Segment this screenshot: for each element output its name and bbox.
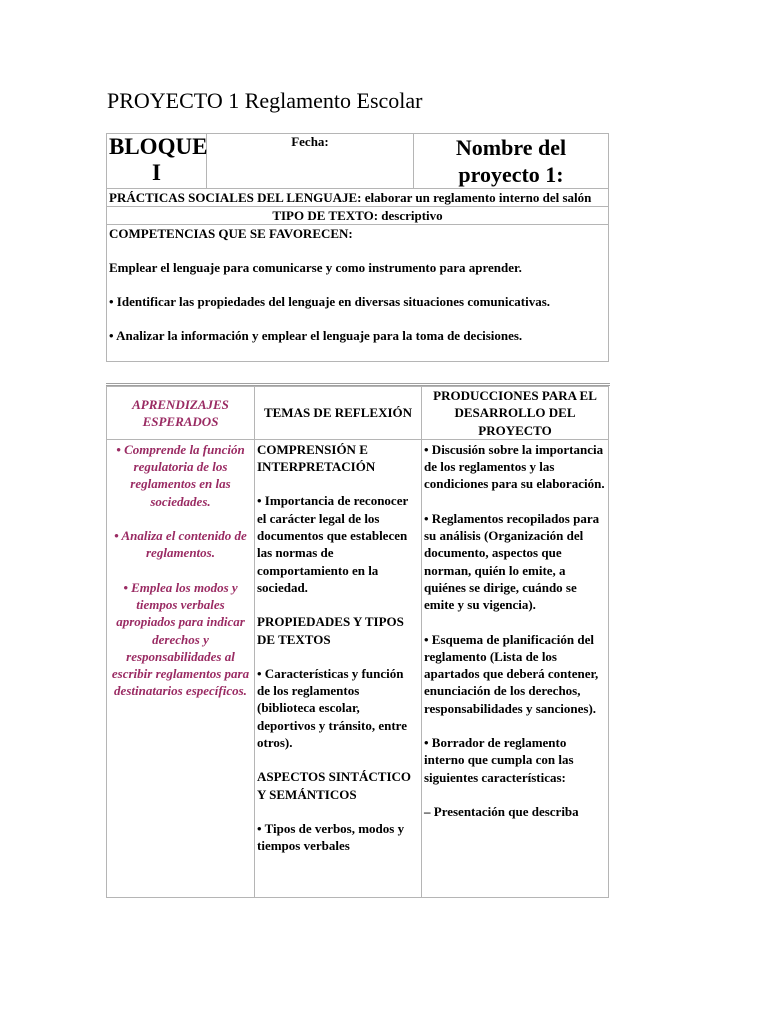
temas-header: TEMAS DE REFLEXIÓN: [255, 387, 422, 440]
competencias-title: COMPETENCIAS QUE SE FAVORECEN:: [109, 226, 353, 241]
header-table: [106, 133, 609, 362]
competencia-item: Emplear el lenguaje para comunicarse y como instrumento para aprender.: [109, 260, 522, 275]
aprendizaje-item: • Emplea los modos y tiempos verbales apropiados para indicar derechos y responsabilidades al escribir reglamentos para destinatarios específicos.: [111, 579, 250, 699]
tipo-de-texto: TIPO DE TEXTO: descriptivo: [107, 207, 609, 225]
content-table: [106, 386, 609, 898]
practicas-sociales: PRÁCTICAS SOCIALES DEL LENGUAJE: elaborar un reglamento interno del salón: [107, 189, 609, 207]
produccion-item: – Presentación que describa: [424, 803, 579, 819]
tema-heading: ASPECTOS SINTÁCTICO Y SEMÁNTICOS: [257, 769, 412, 802]
competencia-item: • Identificar las propiedades del lenguaje en diversas situaciones comunicativas.: [109, 294, 551, 309]
tema-heading: COMPRENSIÓN E INTERPRETACIÓN: [257, 441, 376, 475]
aprendizajes-column: [107, 439, 255, 897]
aprendizaje-item: • Comprende la función regulatoria de los reglamentos en las sociedades.: [116, 441, 245, 509]
page-title: PROYECTO 1 Reglamento Escolar: [107, 88, 423, 113]
aprendizaje-item: • Analiza el contenido de reglamentos.: [114, 528, 247, 561]
bloque-cell: BLOQUE I: [107, 134, 207, 189]
producciones-column: [422, 439, 609, 897]
competencias-cell: [107, 225, 609, 362]
fecha-label: Fecha:: [207, 134, 414, 189]
producciones-header: PRODUCCIONES PARA EL DESARROLLO DEL PROYECTO: [422, 387, 609, 440]
tema-item: • Importancia de reconocer el carácter legal de los documentos que establecen las normas de comportamiento en la sociedad.: [257, 493, 409, 595]
produccion-item: • Discusión sobre la importancia de los reglamentos y las condiciones para su elaboración.: [424, 441, 605, 492]
temas-column: [255, 439, 422, 897]
competencia-item: • Analizar la información y emplear el lenguaje para la toma de decisiones.: [109, 328, 523, 343]
tema-heading: PROPIEDADES Y TIPOS DE TEXTOS: [257, 614, 404, 647]
produccion-item: • Esquema de planificación del reglamento (Lista de los apartados que deberá contener, enunciación de los derechos, responsabilidades y sanciones).: [424, 631, 599, 716]
produccion-item: • Borrador de reglamento interno que cumpla con las siguientes características:: [424, 735, 574, 785]
aprendizajes-header: APRENDIZAJES ESPERADOS: [107, 387, 255, 440]
produccion-item: • Reglamentos recopilados para su análisis (Organización del documento, aspectos que norman, quién lo emite, a quiénes se dirige, cuándo se emite y su vigencia).: [424, 510, 600, 613]
project-name-label: Nombre del proyecto 1:: [414, 134, 609, 189]
tema-item: • Tipos de verbos, modos y tiempos verbales: [257, 820, 405, 854]
tema-item: • Características y función de los reglamentos (biblioteca escolar, deportivos y tránsito, entre otros).: [257, 665, 407, 751]
